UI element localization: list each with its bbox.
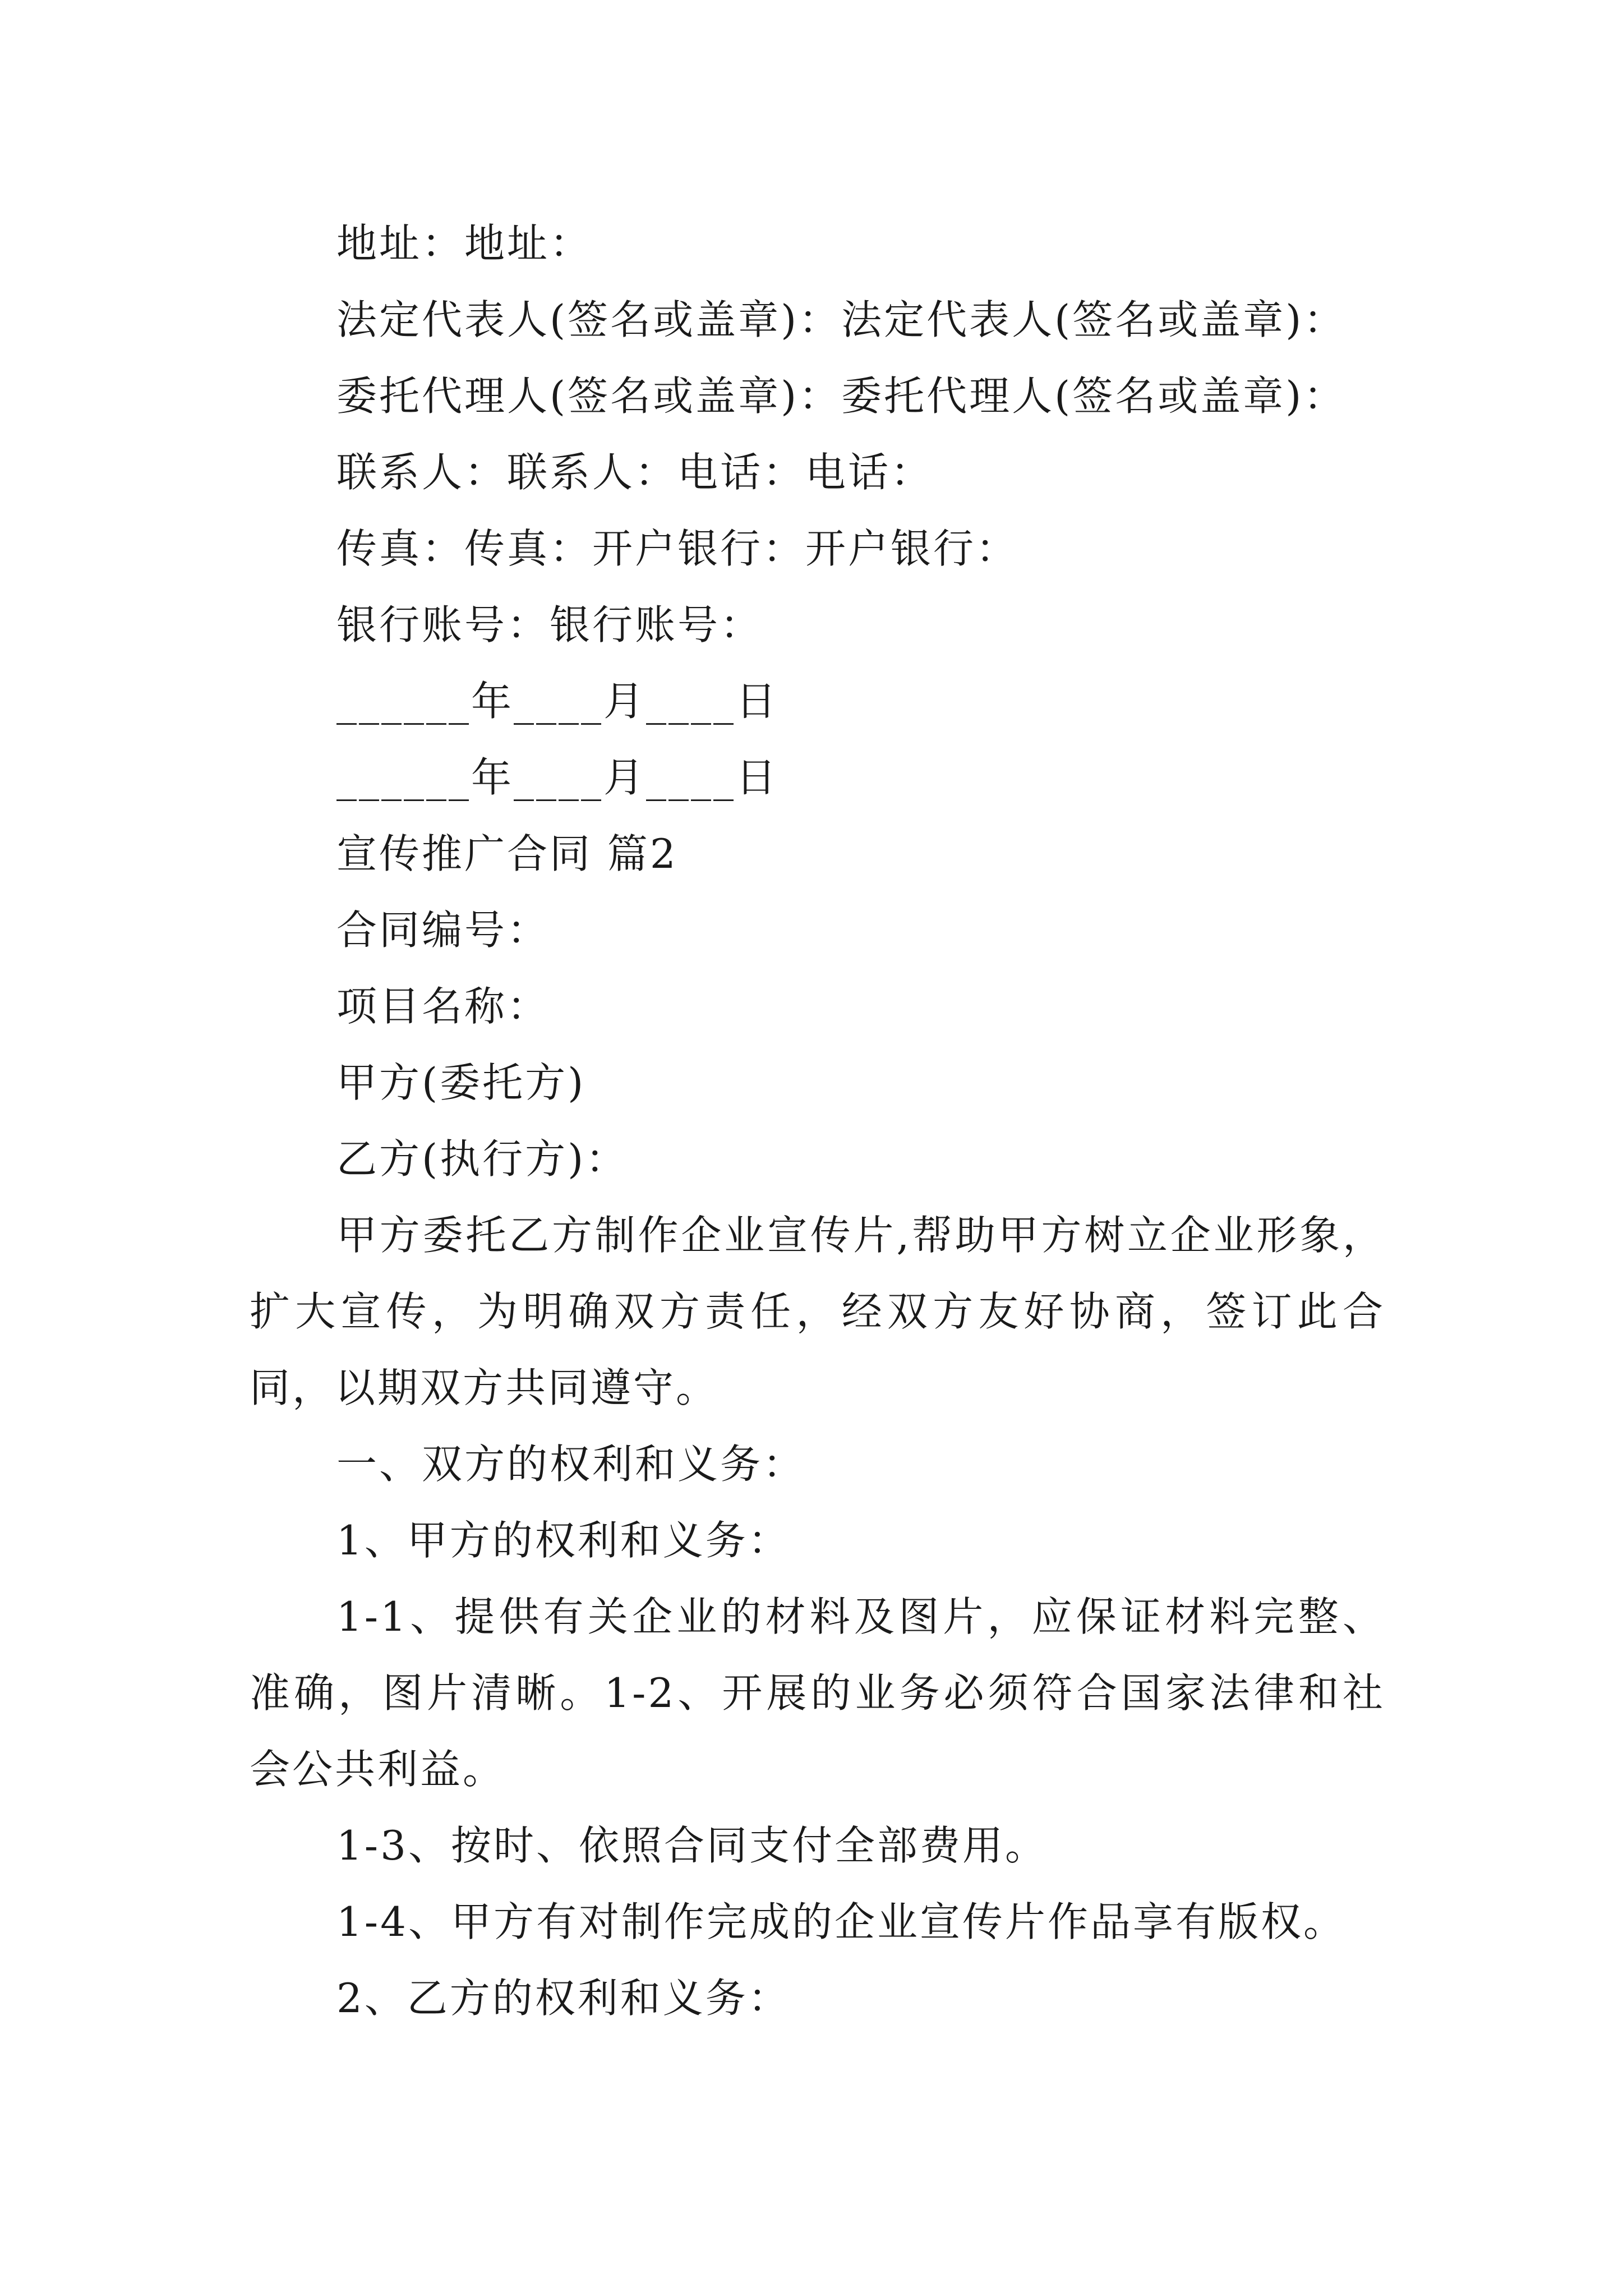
project-name-line: 项目名称： bbox=[336, 983, 550, 1030]
contract-title: 宣传推广合同 篇2 bbox=[336, 830, 678, 877]
sub-1-heading: 1、甲方的权利和义务： bbox=[336, 1517, 791, 1564]
sub-2-heading: 2、乙方的权利和义务： bbox=[336, 1975, 791, 2022]
fax-bank-line: 传真：传真：开户银行：开户银行： bbox=[336, 525, 1019, 572]
legal-representative-line: 法定代表人(签名或盖章)：法定代表人(签名或盖章)： bbox=[336, 296, 1347, 343]
bank-account-line: 银行账号：银行账号： bbox=[336, 601, 763, 648]
authorized-agent-line: 委托代理人(签名或盖章)：委托代理人(签名或盖章)： bbox=[336, 372, 1347, 420]
clause-1-4: 1-4、甲方有对制作完成的企业宣传片作品享有版权。 bbox=[336, 1898, 1346, 1945]
clause-1-3: 1-3、按时、依照合同支付全部费用。 bbox=[336, 1822, 1048, 1869]
section-1-heading: 一、双方的权利和义务： bbox=[336, 1441, 806, 1488]
contact-phone-line: 联系人：联系人：电话：电话： bbox=[336, 449, 934, 496]
document-body bbox=[250, 205, 1385, 2036]
date-line-2: ______年____月____日 bbox=[336, 754, 779, 801]
party-b-line: 乙方(执行方)： bbox=[336, 1135, 629, 1182]
party-a-line: 甲方(委托方) bbox=[336, 1059, 586, 1106]
contract-number-line: 合同编号： bbox=[336, 907, 550, 954]
date-line-1: ______年____月____日 bbox=[336, 678, 779, 725]
address-line: 地址：地址： bbox=[336, 220, 593, 267]
clause-1-1: 1-1、提供有关企业的材料及图片，应保证材料完整、准确，图片清晰。1-2、开展的业务必须符合国家法律和社会公共利益。 bbox=[250, 1593, 1385, 1793]
intro-paragraph: 甲方委托乙方制作企业宣传片,帮助甲方树立企业形象，扩大宣传，为明确双方责任，经双方友好协商，签订此合同，以期双方共同遵守。 bbox=[250, 1212, 1385, 1411]
